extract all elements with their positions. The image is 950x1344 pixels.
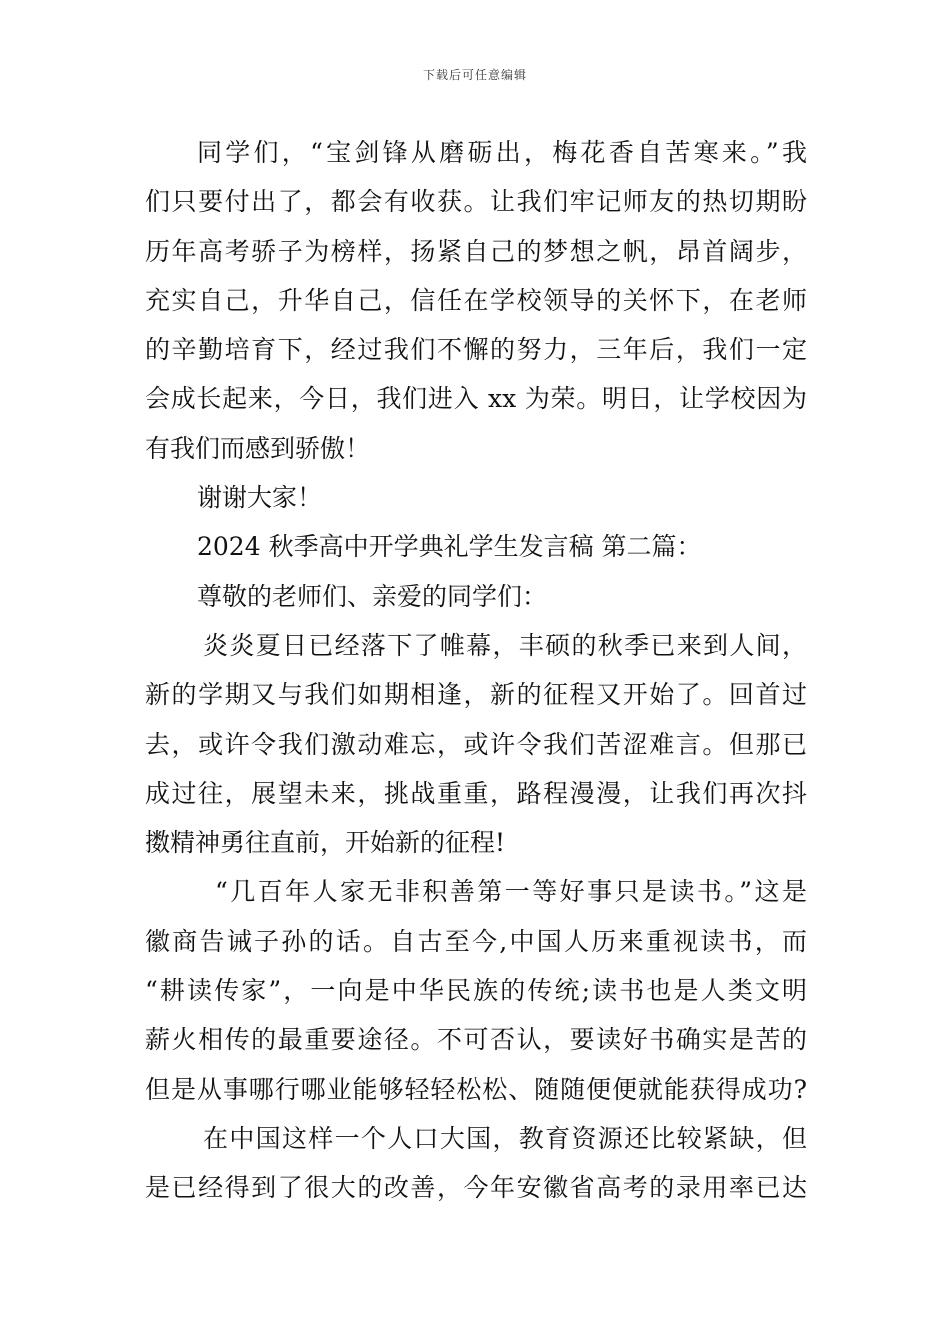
text-line: 在中国这样一个人口大国，教育资源还比较紧缺，但 — [203, 1123, 807, 1153]
text-line: 充实自己，升华自己，信任在学校领导的关怀下，在老师 — [145, 285, 807, 315]
page-header: 下载后可任意编辑 — [422, 68, 527, 82]
text-line: 去，或许令我们激动难忘，或许令我们苦涩难言。但那已 — [145, 729, 807, 759]
text-line: 但是从事哪行哪业能够轻轻松松、随随便便就能获得成功? — [145, 1074, 807, 1104]
text-line: 的辛勤培育下，经过我们不懈的努力，三年后，我们一定 — [145, 335, 807, 365]
text-line: 同学们，“宝剑锋从磨砺出，梅花香自苦寒来。”我 — [197, 138, 807, 167]
text-line: “几百年人家无非积善第一等好事只是读书。”这是 — [215, 877, 807, 907]
text-line: 成过往，展望未来，挑战重重，路程漫漫，让我们再次抖 — [145, 778, 807, 808]
text-line: 新的学期又与我们如期相逢，新的征程又开始了。回首过 — [145, 680, 807, 710]
text-line: 薪火相传的最重要途径。不可否认，要读好书确实是苦的 — [145, 1025, 807, 1055]
text-line: 徽商告诫子孙的话。自古至今,中国人历来重视读书，而 — [145, 926, 807, 956]
text-line: 会成长起来，今日，我们进入 xx 为荣。明日，让学校因为 — [145, 384, 807, 414]
text-line: 谢谢大家！ — [197, 483, 323, 513]
text-line: 炎炎夏日已经落下了帷幕，丰硕的秋季已来到人间， — [203, 630, 807, 660]
text-line: 2024 秋季高中开学典礼学生发言稿 第二篇： — [197, 532, 702, 562]
text-line: 历年高考骄子为榜样，扬紧自己的梦想之帆，昂首阔步， — [145, 236, 807, 266]
text-line: 是已经得到了很大的改善，今年安徽省高考的录用率已达 — [145, 1173, 807, 1203]
text-line: 尊敬的老师们、亲爱的同学们： — [197, 581, 548, 611]
text-line: 擞精神勇往直前，开始新的征程! — [145, 828, 506, 858]
text-line: “耕读传家”，一向是中华民族的传统;读书也是人类文明 — [145, 976, 807, 1006]
document-body — [145, 128, 807, 1213]
text-line: 有我们而感到骄傲！ — [145, 433, 371, 463]
text-line: 们只要付出了，都会有收获。让我们牢记师友的热切期盼 — [145, 187, 807, 217]
